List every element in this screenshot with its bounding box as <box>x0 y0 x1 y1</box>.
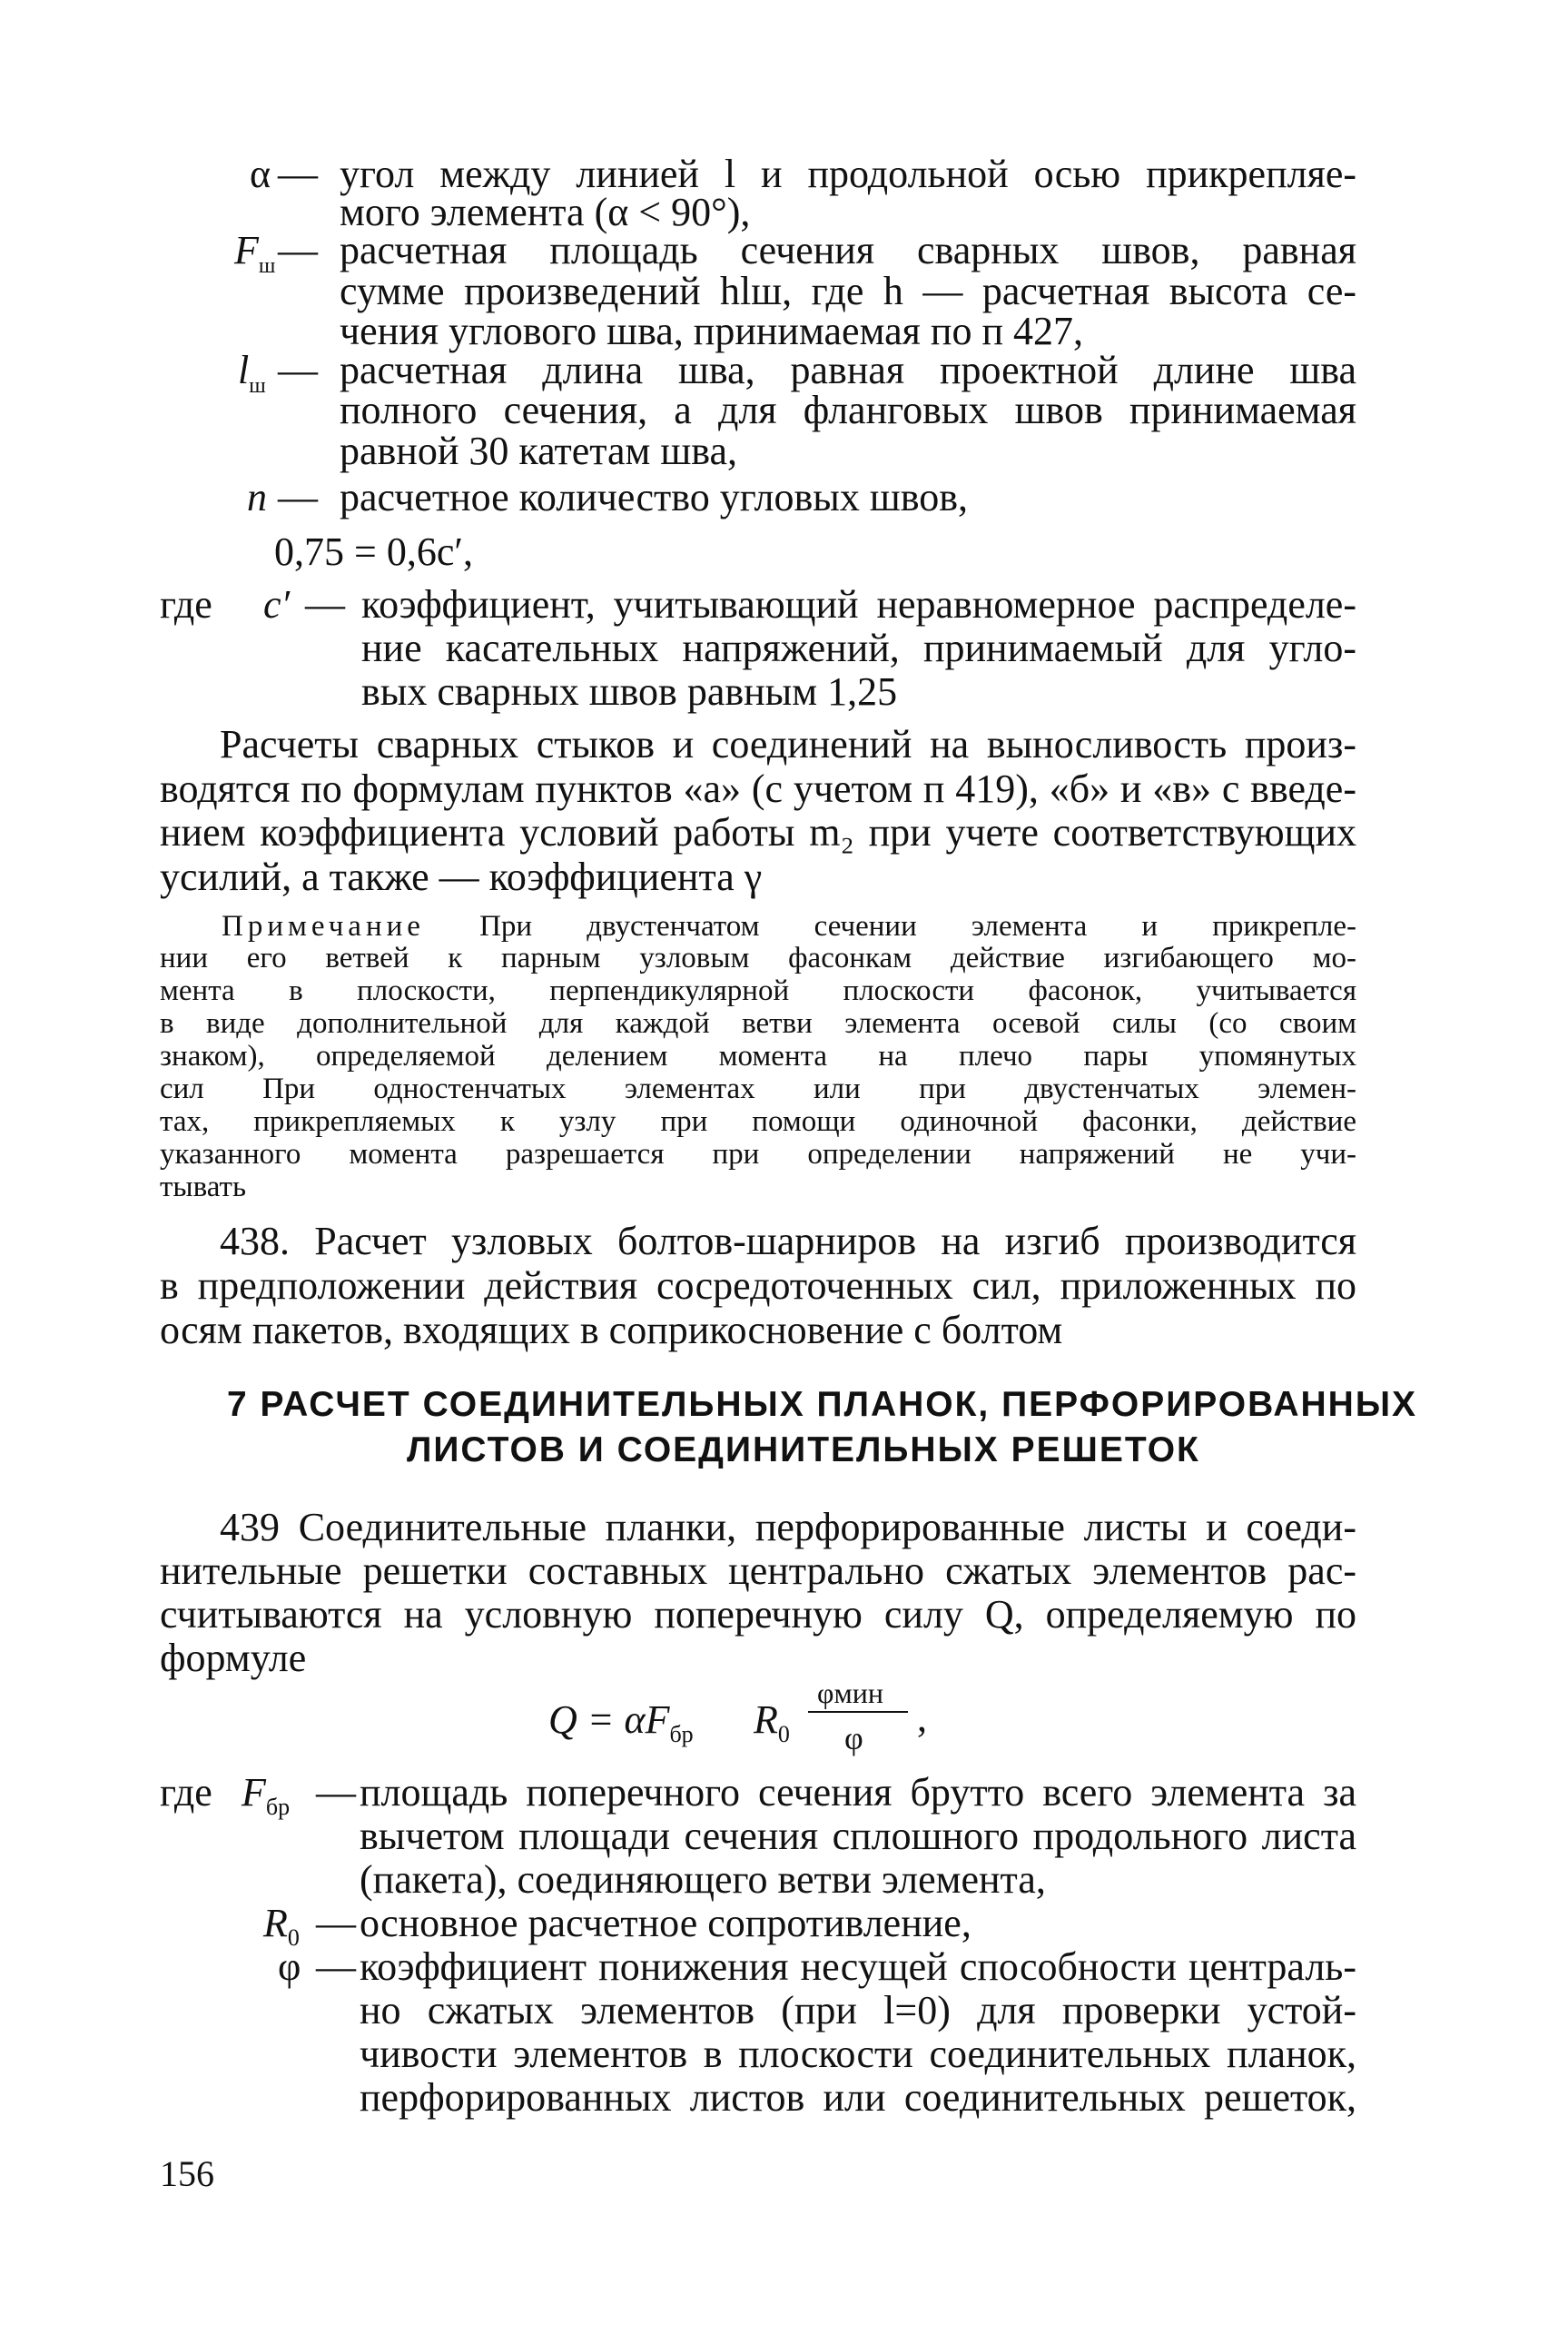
def-fsh-line2: сумме произведений hlш, где h — расчетная высота се- <box>340 269 1356 313</box>
def-alpha-dash: — <box>278 152 318 196</box>
formula-numerator: φмин <box>817 1676 883 1709</box>
para-fatigue-line3: нием коэффициента условий работы m₂ при учете соответствующих <box>160 810 1356 855</box>
def-c-line3: вых сварных швов равным 1,25 <box>361 669 898 714</box>
def-phi-line4: перфорированных листов или соединительных решеток, <box>360 2075 1356 2120</box>
para-439-line2: нительные решетки составных центрально сжатых элементов рас- <box>160 1548 1356 1593</box>
section-heading-line1: 7 РАСЧЕТ СОЕДИНИТЕЛЬНЫХ ПЛАНОК, ПЕРФОРИРОВАННЫХ <box>227 1385 1418 1424</box>
def-fsh-line3: чения углового шва, принимаемая по п 427, <box>340 309 1083 353</box>
para-438-line1: 438. Расчет узловых болтов-шарниров на изгиб производится <box>220 1219 1356 1263</box>
para-fatigue-line4: усилий, а также — коэффициента γ <box>160 855 763 899</box>
def-alpha-term: α <box>249 152 271 196</box>
note-line6: сил При одностенчатых элементах или при двустенчатых элемен- <box>160 1073 1356 1105</box>
para-438-line3: осям пакетов, входящих в соприкосновение с болтом <box>160 1308 1063 1352</box>
def-r0-line1: основное расчетное сопротивление, <box>360 1901 971 1945</box>
def-fsh-line1: расчетная площадь сечения сварных швов, равная <box>340 228 1356 272</box>
def-c-line1: коэффициент, учитывающий неравномерное распределе- <box>361 582 1356 627</box>
para-fatigue-line2: водятся по формулам пунктов «а» (с учетом п 419), «б» и «в» с введе- <box>160 766 1356 811</box>
formula-tail: , <box>917 1696 927 1740</box>
formula-lhs: $Q = \alpha F_{бр}$ <box>548 1697 694 1747</box>
def-phi-term: φ <box>278 1944 301 1989</box>
note-line1: Примечание При двустенчатом сечении элемента и прикрепле- <box>222 910 1357 943</box>
def-lsh-term: $l_ш$ <box>238 348 266 398</box>
def-lsh-line2: полного сечения, а для фланговых швов принимаемая <box>340 388 1356 432</box>
def-r0-term: $R_0$ <box>263 1901 300 1951</box>
note-line4: в виде дополнительной для каждой ветви элемента осевой силы (со своим <box>160 1007 1356 1040</box>
def-fbr-line3: (пакета), соединяющего ветви элемента, <box>360 1857 1046 1902</box>
para-439-line1: 439 Соединительные планки, перфорированные листы и соеди- <box>220 1505 1356 1549</box>
formula-denominator: φ <box>844 1720 863 1756</box>
def-n-term: n <box>247 475 267 519</box>
para-fatigue-line1: Расчеты сварных стыков и соединений на выносливость произ- <box>220 722 1356 766</box>
def-fbr-line2: вычетом площади сечения сплошного продольного листа <box>360 1814 1356 1858</box>
note-line7: тах, прикрепляемых к узлу при помощи одиночной фасонки, действие <box>160 1105 1356 1138</box>
note-line3: мента в плоскости, перпендикулярной плоскости фасонок, учитывается <box>160 974 1356 1007</box>
def-alpha-line2: мого элемента (α < 90°), <box>340 190 751 234</box>
def-n-line1: расчетное количество угловых швов, <box>340 475 968 519</box>
def-fsh-term: $F_ш$ <box>234 228 276 278</box>
def-fbr-line1: площадь поперечного сечения брутто всего элемента за <box>360 1770 1356 1815</box>
def-alpha-line1: угол между линией l и продольной осью прикрепляе- <box>340 152 1356 196</box>
def-c-where: где <box>160 582 212 627</box>
def-c-dash: — <box>305 582 345 627</box>
def-fbr-term: $F_{бр}$ <box>242 1770 291 1820</box>
note-line9: тывать <box>160 1171 247 1203</box>
note-line5: знаком), определяемой делением момента на плечо пары упомянутых <box>160 1040 1356 1073</box>
def-fbr-where: где <box>160 1770 212 1815</box>
formula-fraction-bar <box>808 1711 908 1713</box>
def-n-dash: — <box>278 475 318 519</box>
formula-r0: $R_0$ <box>754 1697 790 1747</box>
def-c-term: c′ <box>263 582 291 627</box>
note-line8: указанного момента разрешается при определении напряжений не учи- <box>160 1138 1356 1171</box>
def-phi-dash: — <box>316 1944 356 1989</box>
def-lsh-dash: — <box>278 348 318 392</box>
def-fbr-dash: — <box>316 1770 356 1815</box>
para-438-line2: в предположении действия сосредоточенных сил, приложенных по <box>160 1263 1356 1308</box>
def-c-line2: ние касательных напряжений, принимаемый для угло- <box>361 626 1356 670</box>
def-phi-line2: но сжатых элементов (при l=0) для проверки устой- <box>360 1988 1356 2032</box>
def-lsh-line3: равной 30 катетам шва, <box>340 429 738 473</box>
def-phi-line3: чивости элементов в плоскости соединительных планок, <box>360 2032 1356 2076</box>
section-heading-line2: ЛИСТОВ И СОЕДИНИТЕЛЬНЫХ РЕШЕТОК <box>407 1430 1200 1469</box>
para-439-line4: формуле <box>160 1636 307 1680</box>
def-fsh-dash: — <box>278 228 318 272</box>
def-phi-line1: коэффициент понижения несущей способности централь- <box>360 1944 1356 1989</box>
def-r0-dash: — <box>316 1901 356 1945</box>
para-439-line3: считываются на условную поперечную силу Q, определяемую по <box>160 1592 1356 1637</box>
equation-075: 0,75 = 0,6c′, <box>274 529 473 574</box>
def-lsh-line1: расчетная длина шва, равная проектной длине шва <box>340 348 1356 392</box>
note-line2: нии его ветвей к парным узловым фасонкам действие изгибающего мо- <box>160 942 1356 974</box>
note-label: Примечание <box>222 910 425 943</box>
page-number: 156 <box>160 2153 214 2194</box>
